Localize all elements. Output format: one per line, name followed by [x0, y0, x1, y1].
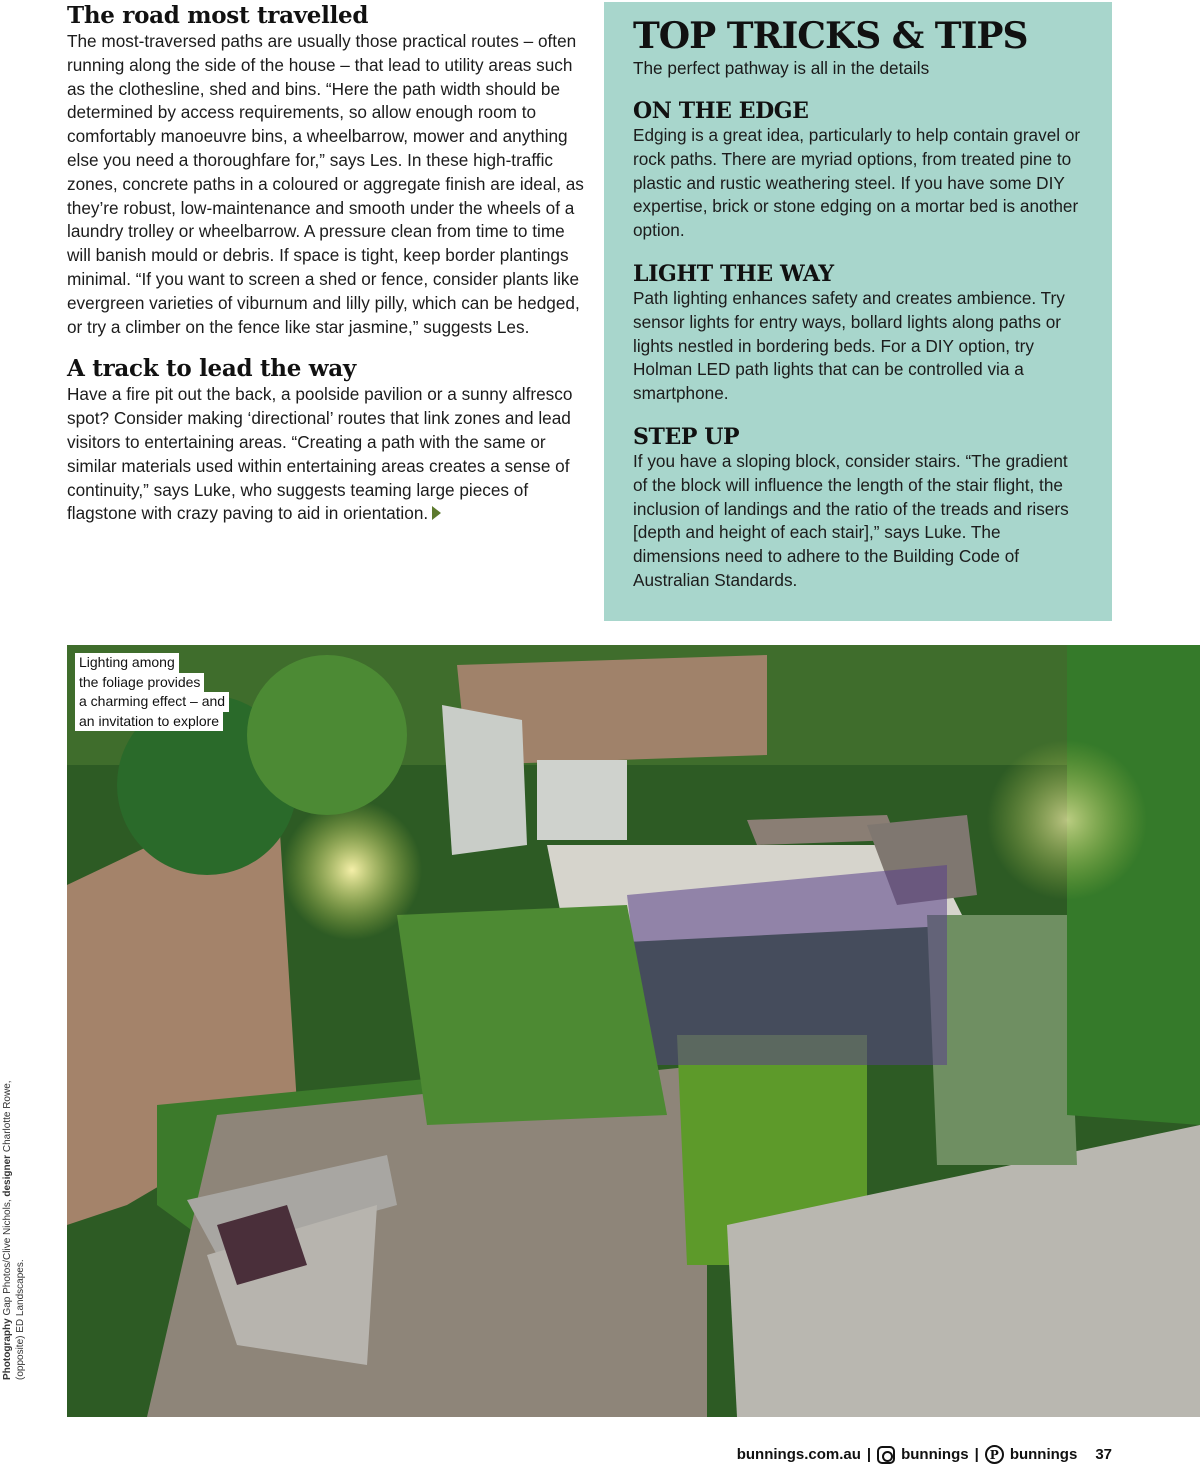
caption-line-4: an invitation to explore [75, 712, 223, 732]
left-column [67, 2, 587, 526]
section-heading-road: The road most travelled [67, 2, 369, 29]
credit-label-photography: Photography [2, 1318, 13, 1380]
tips-box [604, 2, 1112, 621]
tip-heading-edge: ON THE EDGE [633, 98, 809, 124]
section-body-road: The most-traversed paths are usually those practical routes – often running along the side of the house – that lead to utility areas such as the clothesline, shed and bins. “Here the path width should be determined by access requirements, so allow enough room to comfortably manoeuvre bins, a wheelbarrow, mower and anything else you need a thoroughfare for,” says Les. In these high-traffic zones, concrete paths in a coloured or aggregate finish are ideal, as they’re robust, low-maintenance and smooth under the wheels of a laundry trolley or wheelbarrow. A pressure clean from time to time will banish mould or debris. If space is tight, keep border plantings minimal. “If you want to screen a shed or fence, consider plants like evergreen varieties of viburnum and lilly pilly, which can be hedged, or try a climber on the fence like star jasmine,” suggests Les. [67, 31, 584, 337]
section-body-track-text: Have a fire pit out the back, a poolside pavilion or a sunny alfresco spot? Consider making ‘directional’ routes that link zones and lead visitors to entertaining areas. “Creating a path with the same or similar materials used within entertaining areas creates a sense of continuity,” says Luke, who suggests teaming large pieces of flagstone with crazy paving to aid in orientation. [67, 384, 573, 524]
footer-separator: | [866, 1446, 872, 1463]
credit-photographer: Gap Photos/Clive Nichols, [2, 1196, 13, 1319]
tip-heading-step: STEP UP [633, 423, 740, 450]
tip-body-edge: Edging is a great idea, particularly to help contain gravel or rock paths. There are myriad options, from treated pine to plastic and rustic weathering steel. If you have some DIY expertise, brick or stone edging on a mortar bed is another option. [633, 125, 1081, 241]
tip-body-step: If you have a sloping block, consider stairs. “The gradient of the block will influence the length of the stair flight, the inclusion of landings and the ratio of the treads and risers [depth and height of each stair],” says Luke. The dimensions need to adhere to the Building Code of Australian Standards. [633, 450, 1069, 590]
pinterest-icon: P [985, 1445, 1004, 1464]
footer-separator: | [974, 1446, 979, 1463]
instagram-icon [877, 1446, 895, 1464]
caption-line-3: a charming effect – and [75, 692, 229, 712]
page-number: 37 [1095, 1446, 1112, 1463]
triangle-right-icon [432, 506, 441, 520]
page-footer [737, 1445, 1112, 1464]
tip-heading-light: LIGHT THE WAY [633, 260, 834, 287]
caption-line-2: the foliage provides [75, 673, 204, 693]
footer-website[interactable]: bunnings.com.au [736, 1446, 861, 1463]
tips-title: TOP TRICKS & TIPS [633, 15, 1028, 57]
garden-illustration [67, 645, 1200, 1417]
tip-body-light: Path lighting enhances safety and creates ambience. Try sensor lights for entry ways, bollard lights along paths or lights nestled in bordering beds. For a DIY option, try Holman LED path lights that can be controlled via a smartphone. [633, 287, 1065, 404]
tips-subtitle: The perfect pathway is all in the details [633, 58, 930, 78]
credit-opposite: (opposite) ED Landscapes. [15, 1259, 26, 1380]
garden-photo [67, 645, 1200, 1417]
photo-caption [75, 653, 229, 731]
section-heading-track: A track to lead the way [67, 355, 356, 383]
footer-pinterest[interactable]: bunnings [1009, 1446, 1078, 1463]
footer-instagram[interactable]: bunnings [901, 1446, 969, 1463]
photo-credit [1, 1060, 27, 1380]
credit-designer: Charlotte Rowe, [2, 1080, 13, 1155]
caption-line-1: Lighting among [75, 653, 179, 673]
credit-label-designer: designer [2, 1154, 13, 1197]
section-body-track [67, 383, 587, 526]
